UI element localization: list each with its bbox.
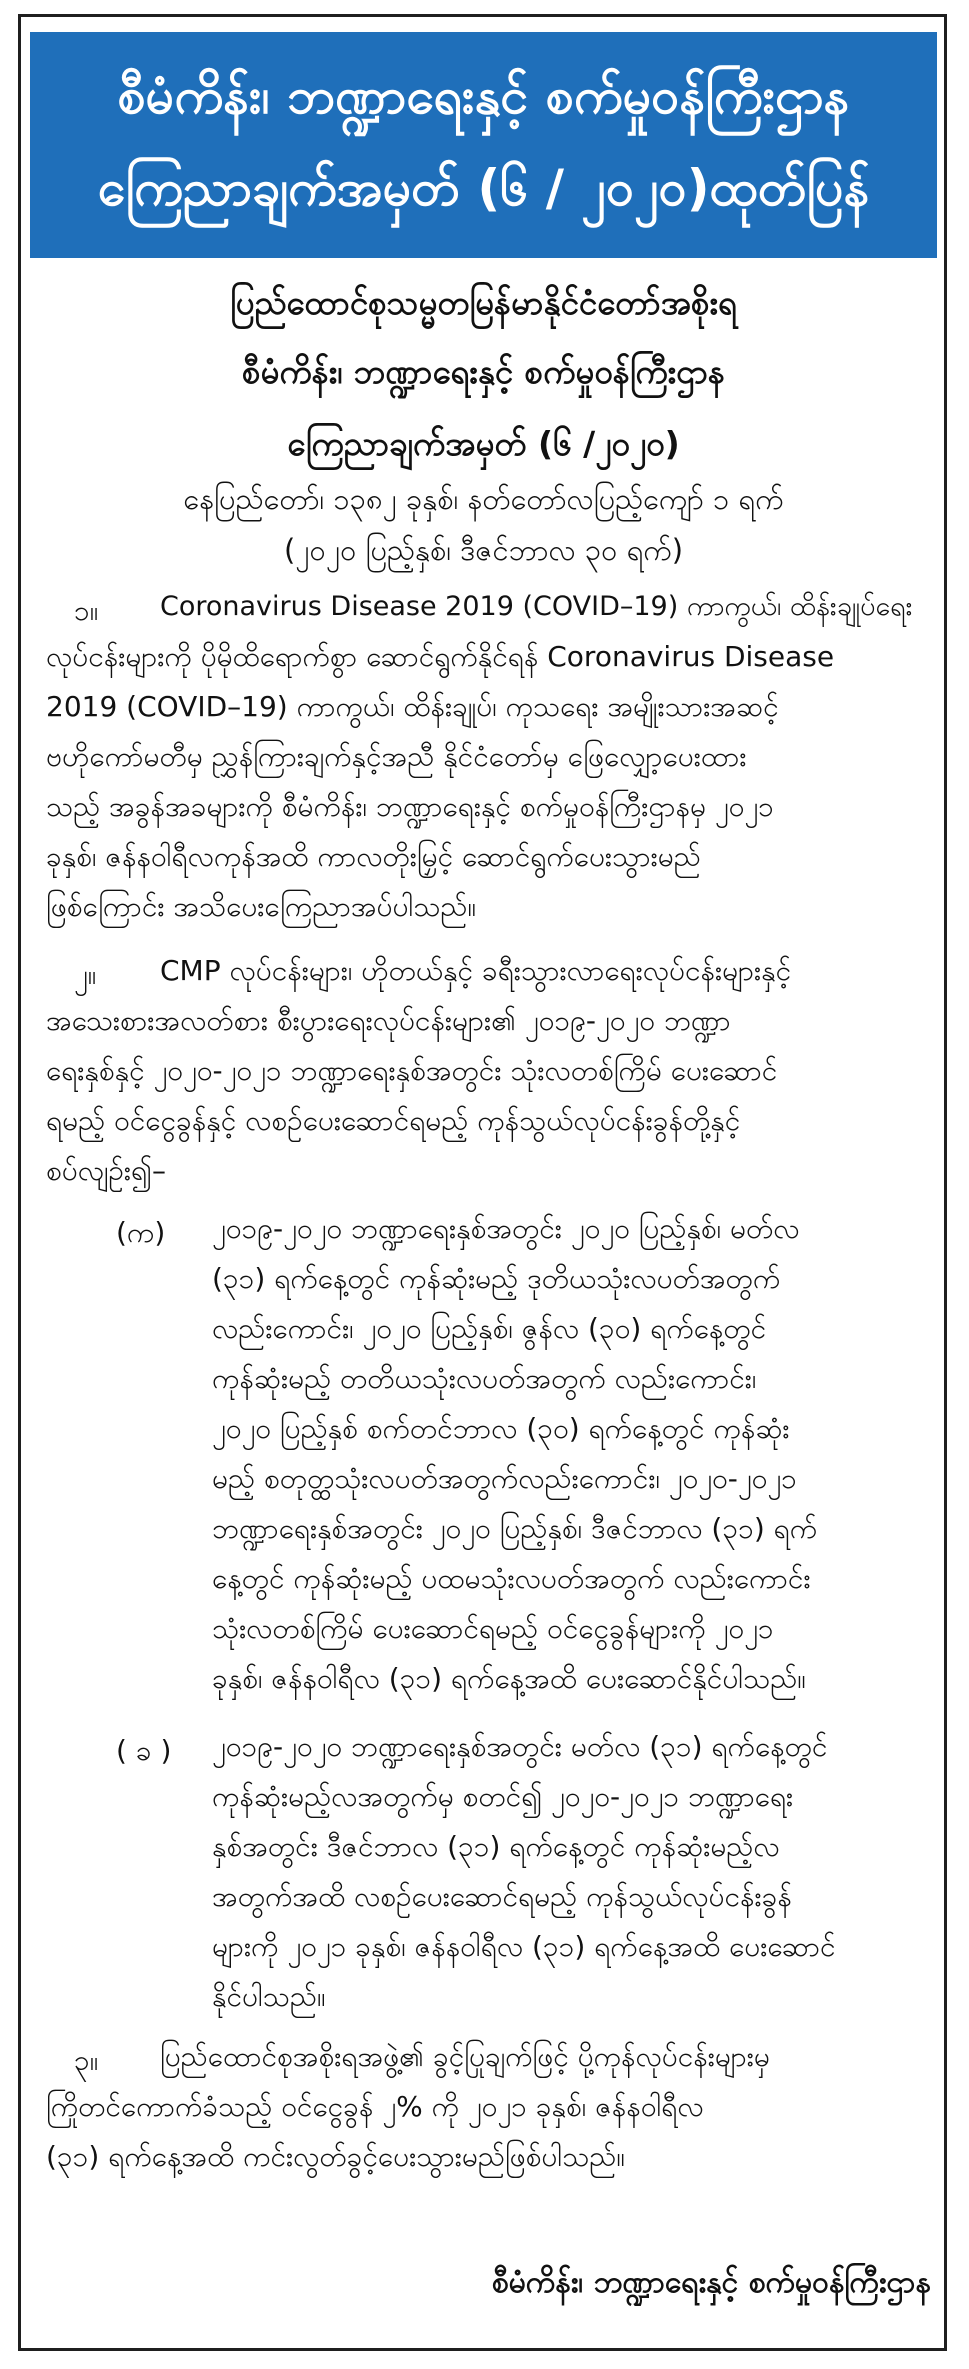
paragraph-1-line: 2019 (COVID–19) ကာကွယ်၊ ထိန်းချုပ်၊ ကုသရေး အမျိုးသားအဆင့်	[46, 690, 779, 723]
item-kha-line: နှစ်အတွင်း ဒီဇင်ဘာလ (၃၁) ရက်နေ့တွင် ကုန်ဆုံးမည့်လ	[212, 1830, 780, 1863]
paragraph-2-line: CMP လုပ်ငန်းများ၊ ဟိုတယ်နှင့် ခရီးသွားလာရေးလုပ်ငန်းများနှင့်	[160, 954, 792, 987]
paragraph-2-line: အသေးစားအလတ်စား စီးပွားရေးလုပ်ငန်းများ၏ ၂၀၁၉-၂၀၂၀ ဘဏ္ဍာ	[46, 1004, 731, 1037]
paragraph-1-line: သည့် အခွန်အခများကို စီမံကိန်း၊ ဘဏ္ဍာရေးနှင့် စက်မှုဝန်ကြီးဌာနမှ ၂၀၂၁	[46, 790, 774, 823]
item-ka-line: လည်းကောင်း၊ ၂၀၂၀ ပြည့်နှစ်၊ ဇွန်လ (၃၀) ရက်နေ့တွင်	[212, 1312, 767, 1345]
item-kha-label: ( ခ )	[116, 1734, 172, 1767]
item-kha-line: ကုန်ဆုံးမည့်လအတွက်မှ စတင်၍ ၂၀၂၀-၂၀၂၁ ဘဏ္ဍာရေး	[212, 1780, 794, 1813]
item-ka-line: ခုနှစ်၊ ဇန်နဝါရီလ (၃၁) ရက်နေ့အထိ ပေးဆောင်နိုင်ပါသည်။	[212, 1662, 806, 1695]
date-line-2: (၂၀၂၀ ပြည့်နှစ်၊ ဒီဇင်ဘာလ ၃၀ ရက်)	[283, 533, 684, 567]
paragraph-1-line: လုပ်ငန်းများကို ပိုမိုထိရောက်စွာ ဆောင်ရွက်နိုင်ရန် Coronavirus Disease	[46, 640, 835, 673]
government-heading: ပြည်ထောင်စုသမ္မတမြန်မာနိုင်ငံတော်အစိုးရ	[230, 283, 737, 322]
item-ka-line: ကုန်ဆုံးမည့် တတိယသုံးလပတ်အတွက် လည်းကောင်း၊	[212, 1362, 757, 1395]
ministry-heading: စီမံကိန်း၊ ဘဏ္ဍာရေးနှင့် စက်မှုဝန်ကြီးဌာန	[241, 352, 726, 391]
item-kha-line: အတွက်အထိ လစဉ်ပေးဆောင်ရမည့် ကုန်သွယ်လုပ်ငန်းခွန်	[212, 1880, 792, 1913]
paragraph-3-line: (၃၁) ရက်နေ့အထိ ကင်းလွတ်ခွင့်ပေးသွားမည်ဖြစ်ပါသည်။	[46, 2140, 625, 2173]
item-ka-line: သုံးလတစ်ကြိမ် ပေးဆောင်ရမည့် ဝင်ငွေခွန်များကို ၂၀၂၁	[212, 1612, 774, 1645]
item-kha-line: များကို ၂၀၂၁ ခုနှစ်၊ ဇန်နဝါရီလ (၃၁) ရက်နေ့အထိ ပေးဆောင်	[212, 1930, 836, 1963]
paragraph-3-number: ၃။	[74, 2044, 99, 2077]
issuing-ministry-signature: စီမံကိန်း၊ ဘဏ္ဍာရေးနှင့် စက်မှုဝန်ကြီးဌာန	[491, 2265, 931, 2300]
paragraph-1-number: ၁။	[74, 594, 99, 627]
banner-line-2: ကြေညာချက်အမှတ် (၆ / ၂၀၂၀)ထုတ်ပြန်	[97, 159, 870, 217]
paragraph-3-line: ပြည်ထောင်စုအစိုးရအဖွဲ့၏ ခွင့်ပြုချက်ဖြင့် ပို့ကုန်လုပ်ငန်းများမှ	[160, 2040, 770, 2073]
paragraph-2-line: ရေးနှစ်နှင့် ၂၀၂၀-၂၀၂၁ ဘဏ္ဍာရေးနှစ်အတွင်း သုံးလတစ်ကြိမ် ပေးဆောင်	[46, 1054, 778, 1087]
paragraph-2-number: ၂။	[74, 958, 97, 991]
paragraph-2-line: ရမည့် ဝင်ငွေခွန်နှင့် လစဉ်ပေးဆောင်ရမည့် ကုန်သွယ်လုပ်ငန်းခွန်တို့နှင့်	[46, 1104, 741, 1137]
paragraph-3-line: ကြိုတင်ကောက်ခံသည့် ဝင်ငွေခွန် ၂% ကို ၂၀၂၁ ခုနှစ်၊ ဇန်နဝါရီလ	[46, 2090, 704, 2123]
item-ka-line: မည့် စတုတ္ထသုံးလပတ်အတွက်လည်းကောင်း၊ ၂၀၂၀-၂၀၂၁	[212, 1462, 797, 1495]
paragraph-1-line: ဗဟိုကော်မတီမှ ညွှန်ကြားချက်နှင့်အညီ နိုင်ငံတော်မှ ဖြေလျှော့ပေးထား	[46, 740, 747, 773]
item-ka-label: (က)	[116, 1216, 166, 1249]
title-banner	[30, 32, 937, 258]
paragraph-1-line: ဖြစ်ကြောင်း အသိပေးကြေညာအပ်ပါသည်။	[46, 890, 476, 923]
item-ka-line: ဘဏ္ဍာရေးနှစ်အတွင်း ၂၀၂၀ ပြည့်နှစ်၊ ဒီဇင်ဘာလ (၃၁) ရက်	[212, 1512, 818, 1545]
item-kha-line: ၂၀၁၉-၂၀၂၀ ဘဏ္ဍာရေးနှစ်အတွင်း မတ်လ (၃၁) ရက်နေ့တွင်	[212, 1730, 828, 1763]
notice-number: ကြေညာချက်အမှတ် (၆ /၂၀၂၀)	[287, 424, 680, 463]
date-line-1: နေပြည်တော်၊ ၁၃၈၂ ခုနှစ်၊ နတ်တော်လပြည့်ကျော် ၁ ရက်	[183, 482, 784, 516]
banner-line-1: စီမံကိန်း၊ ဘဏ္ဍာရေးနှင့် စက်မှုဝန်ကြီးဌာန	[117, 67, 850, 125]
paragraph-2-line: စပ်လျဉ်း၍–	[46, 1154, 166, 1187]
paragraph-1-line: ခုနှစ်၊ ဇန်နဝါရီလကုန်အထိ ကာလတိုးမြှင့် ဆောင်ရွက်ပေးသွားမည်	[46, 840, 701, 873]
paragraph-1-line: Coronavirus Disease 2019 (COVID–19) ကာကွယ်၊ ထိန်းချုပ်ရေး	[160, 591, 913, 622]
item-kha-line: နိုင်ပါသည်။	[212, 1980, 326, 2013]
item-ka-line: ၂၀၂၀ ပြည့်နှစ် စက်တင်ဘာလ (၃၀) ရက်နေ့တွင် ကုန်ဆုံး	[212, 1412, 790, 1445]
item-ka-line: ၂၀၁၉-၂၀၂၀ ဘဏ္ဍာရေးနှစ်အတွင်း ၂၀၂၀ ပြည့်နှစ်၊ မတ်လ	[212, 1212, 800, 1245]
item-ka-line: (၃၁) ရက်နေ့တွင် ကုန်ဆုံးမည့် ဒုတိယသုံးလပတ်အတွက်	[212, 1262, 781, 1295]
item-ka-line: နေ့တွင် ကုန်ဆုံးမည့် ပထမသုံးလပတ်အတွက် လည်းကောင်း	[212, 1562, 811, 1595]
